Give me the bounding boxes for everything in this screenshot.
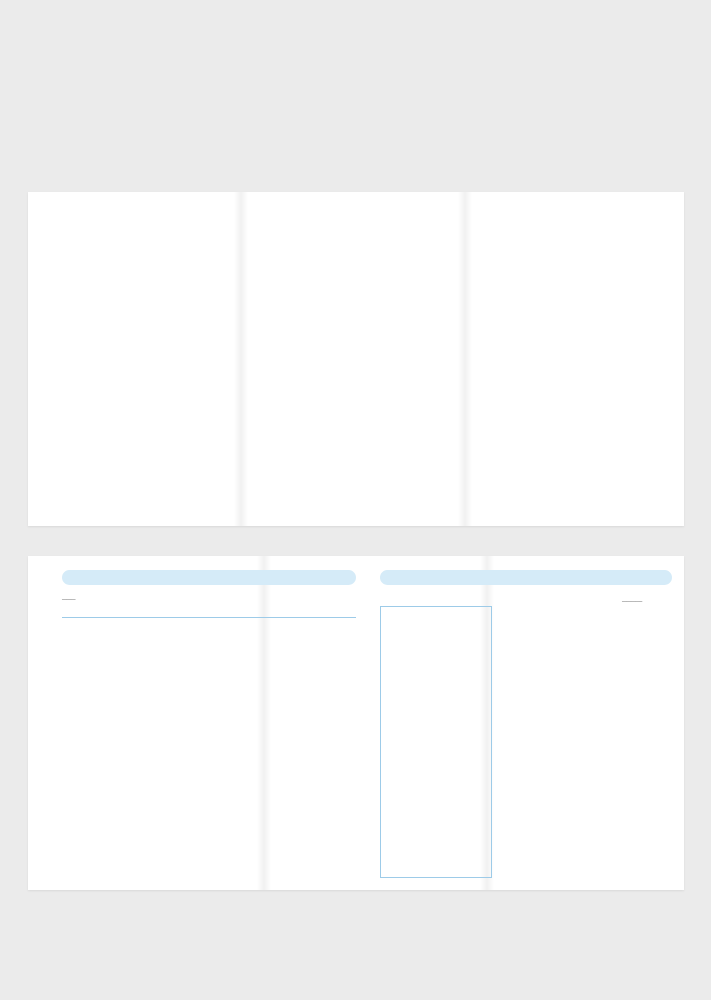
week-date-field[interactable]: _________ (622, 598, 643, 603)
column-header (163, 608, 244, 618)
column-header (244, 608, 325, 618)
column-header (83, 608, 164, 618)
page-fold (257, 556, 271, 890)
monthly-review-header (62, 570, 356, 585)
daily-review-spread (28, 192, 684, 526)
page-fold (234, 192, 248, 526)
year-field[interactable]: ______ (62, 596, 76, 601)
weekly-reflection-area[interactable] (380, 606, 492, 878)
monthly-table (62, 608, 356, 618)
column-header (325, 608, 356, 618)
month-week-spread (28, 556, 684, 890)
table-header-empty (62, 608, 83, 618)
monthly-table-header (62, 608, 356, 618)
page-fold (458, 192, 472, 526)
weekly-review-header (380, 570, 672, 585)
